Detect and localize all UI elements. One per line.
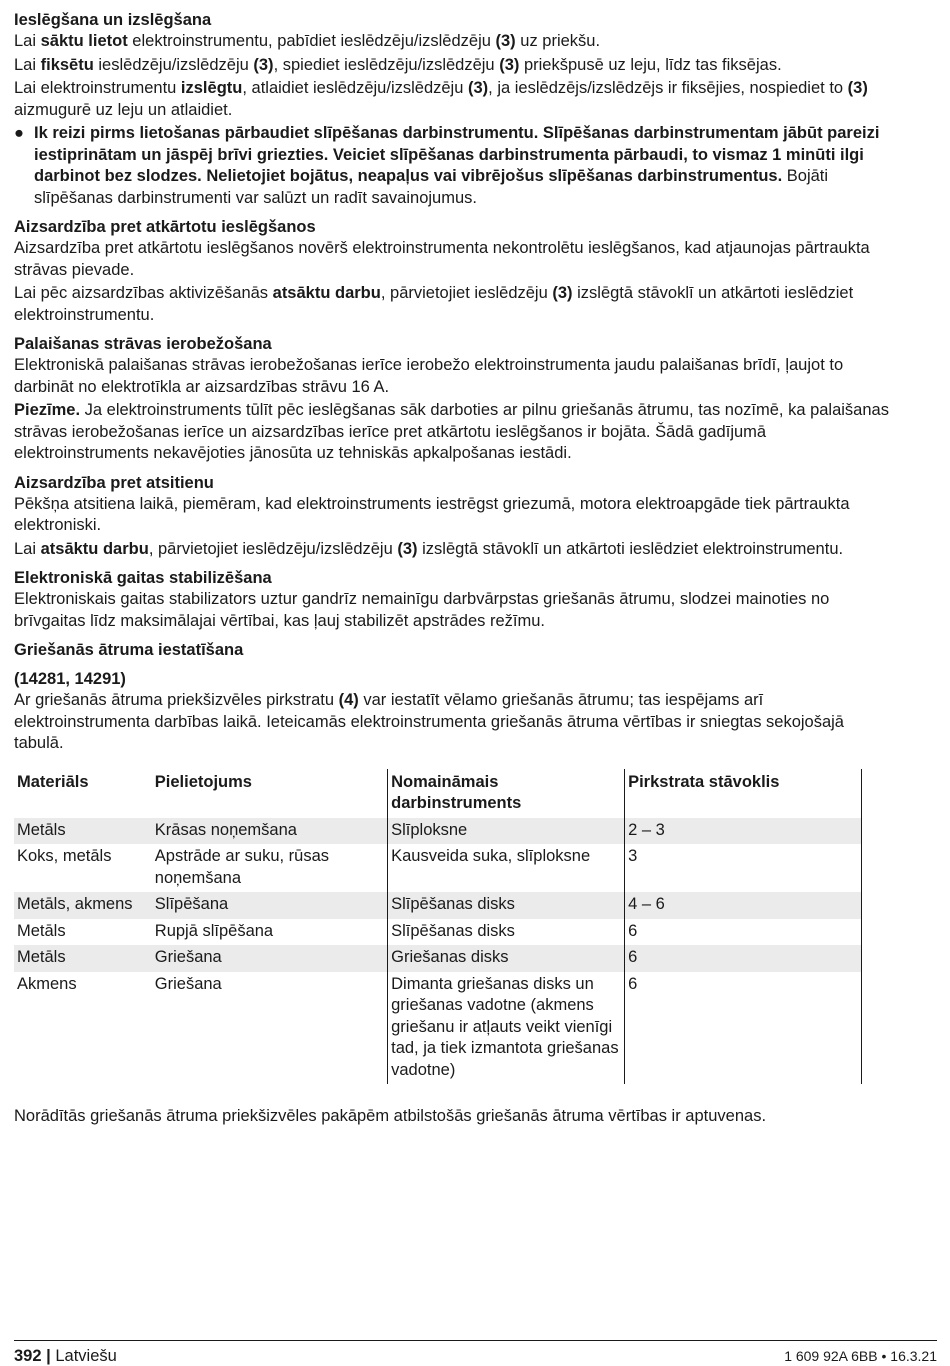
paragraph: Pēkšņa atsitiena laikā, piemēram, kad elektroinstruments iestrēgst griezumā, motora elektroapgāde tiek pārtraukta elektroniski. bbox=[14, 494, 850, 534]
section-heading-speed-stabilization: Elektroniskā gaitas stabilizēšana bbox=[14, 569, 272, 587]
model-numbers: (14281, 14291) bbox=[14, 670, 126, 688]
table-cell: Dimanta griešanas disks un griešanas vadotne (akmens griešanu ir atļauts veikt vienīgi tad, ja tiek izmantota griešanas vadotne) bbox=[388, 972, 625, 1085]
text: Lai pēc aizsardzības aktivizēšanās bbox=[14, 284, 273, 302]
bold-text: sāktu lietot bbox=[40, 32, 128, 50]
column-header: Pielietojums bbox=[152, 769, 388, 818]
table-cell: Griešana bbox=[152, 972, 388, 1085]
ref-number: (4) bbox=[338, 691, 359, 709]
paragraph bbox=[14, 690, 894, 755]
table-cell: 3 bbox=[625, 844, 862, 892]
bold-text: atsāktu darbu bbox=[272, 284, 381, 302]
warning-bullet bbox=[14, 123, 894, 209]
document-code: 1 609 92A 6BB • 16.3.21 bbox=[784, 1348, 937, 1364]
table-cell: Koks, metāls bbox=[17, 847, 112, 865]
text: uz priekšu. bbox=[515, 32, 601, 50]
bold-text: Ik reizi pirms lietošanas pārbaudiet slīpēšanas darbinstrumentu. Slīpēšanas darbinstrumentam jābūt pareizi iestiprinātam un jāspēj brīvi griezties. Veiciet slīpēšanas darbinstrumenta pārbaudi, to vismaz 1 minūti ilgi darbinot bez slodzes. Nelietojiet bojātus, neapaļus vai vibrējošus slīpēšanas darbinstrumentus. bbox=[34, 124, 880, 185]
column-header: Materiāls bbox=[17, 772, 89, 791]
manual-page bbox=[14, 10, 894, 1130]
paragraph: Aizsardzība pret atkārtotu ieslēgšanos novērš elektroinstrumenta nekontrolētu ieslēgšanos, kad atjaunojas pārtraukta strāvas pievade. bbox=[14, 239, 870, 279]
table-cell: 6 bbox=[625, 919, 862, 946]
text: izslēgtā stāvoklī un atkārtoti ieslēdziet elektroinstrumentu. bbox=[14, 284, 854, 324]
table-cell: 4 – 6 bbox=[625, 892, 862, 919]
text: Lai bbox=[14, 539, 41, 558]
ref-number: (3) bbox=[253, 55, 274, 74]
ref-number: (3) bbox=[397, 539, 418, 558]
bold-text: fiksētu bbox=[40, 55, 94, 74]
table-row bbox=[14, 972, 862, 1085]
column-header: Pirkstrata stāvoklis bbox=[625, 769, 862, 818]
section-heading-switching: Ieslēgšana un izslēgšana bbox=[14, 11, 212, 29]
table-cell: Slīpēšanas disks bbox=[388, 919, 625, 946]
section-heading-starting-current: Palaišanas strāvas ierobežošana bbox=[14, 335, 272, 353]
text: ieslēdzēju/izslēdzēju bbox=[93, 55, 254, 74]
ref-number: (3) bbox=[552, 284, 573, 302]
speed-table bbox=[14, 769, 862, 1085]
table-row bbox=[14, 818, 862, 845]
text: Lai bbox=[14, 55, 41, 74]
section-heading-restart-protection: Aizsardzība pret atkārtotu ieslēgšanos bbox=[14, 218, 316, 236]
text: Lai bbox=[14, 32, 41, 50]
text: , pārvietojiet ieslēdzēju/izslēdzēju bbox=[148, 539, 398, 558]
text: Ja elektroinstruments tūlīt pēc ieslēgšanas sāk darboties ar pilnu griešanās ātrumu, tas nozīmē, ka palaišanas strāvas ierobežošanas ierīce un aizsardzības ierīce pret atkārtotu ieslēgšanos ir bojāta. Šādā gadījumā elektroinstruments nekavējoties jānosūta uz tehniskās apkalpošanas iestādi. bbox=[14, 401, 889, 462]
paragraph: Elektroniskā palaišanas strāvas ierobežošanas ierīce ierobežo elektroinstrumenta jaudu palaišanas brīdī, ļaujot to darbināt no elektrotīkla ar aizsardzības strāvu 16 A. bbox=[14, 356, 844, 396]
paragraph: Elektroniskais gaitas stabilizators uztur gandrīz nemainīgu darbvārpstas griešanās ātrumu, slodzei mainoties no brīvgaitas līdz maksimālajai vērtībai, kas ļauj stabilizēt apstrādes režīmu. bbox=[14, 590, 830, 630]
table-note: Norādītās griešanās ātruma priekšizvēles pakāpēm atbilstošās griešanās ātruma vērtības ir aptuvenas. bbox=[14, 1107, 767, 1125]
text: Lai elektroinstrumentu bbox=[14, 79, 181, 97]
footer-separator: | bbox=[46, 1347, 51, 1365]
table-cell: Metāls bbox=[14, 818, 152, 845]
table-cell: Krāsas noņemšana bbox=[152, 818, 388, 845]
table-cell: Akmens bbox=[17, 974, 77, 993]
table-cell: Slīpēšana bbox=[152, 892, 388, 919]
footer-left bbox=[14, 1347, 117, 1366]
table-cell: Apstrāde ar suku, rūsas noņemšana bbox=[152, 844, 388, 892]
ref-number: (3) bbox=[499, 55, 520, 74]
text: Ar griešanās ātruma priekšizvēles pirkstratu bbox=[14, 691, 339, 709]
table-cell: Rupjā slīpēšana bbox=[152, 919, 388, 946]
table-cell: 6 bbox=[625, 972, 862, 1085]
table-cell: Metāls bbox=[14, 945, 152, 972]
table-row bbox=[14, 844, 862, 892]
table-cell: Griešanas disks bbox=[388, 945, 625, 972]
paragraph bbox=[14, 283, 894, 326]
footer-language: Latviešu bbox=[55, 1347, 117, 1365]
ref-number: (3) bbox=[468, 79, 489, 97]
text: var iestatīt vēlamo griešanās ātrumu; tas iespējams arī elektroinstrumenta darbības laikā. Ieteicamās elektroinstrumenta griešanās ātruma vērtības ir sniegtas sekojošajā tabulā. bbox=[14, 691, 844, 752]
text: elektroinstrumentu, pabīdiet ieslēdzēju/izslēdzēju bbox=[127, 32, 496, 50]
text: priekšpusē uz leju, līdz tas fiksējas. bbox=[519, 55, 782, 74]
text: , pārvietojiet ieslēdzēju bbox=[380, 284, 553, 302]
bold-text: Piezīme. bbox=[14, 401, 81, 419]
table-row bbox=[14, 892, 862, 919]
table-row bbox=[14, 919, 862, 946]
table-cell: Kausveida suka, slīploksne bbox=[388, 844, 625, 892]
text: , atlaidiet ieslēdzēju/izslēdzēju bbox=[242, 79, 468, 97]
paragraph bbox=[14, 31, 894, 53]
table-cell: Slīploksne bbox=[388, 818, 625, 845]
text: izslēgtā stāvoklī un atkārtoti ieslēdziet elektroinstrumentu. bbox=[417, 539, 844, 558]
paragraph bbox=[14, 539, 894, 561]
table-cell: 6 bbox=[625, 945, 862, 972]
text: Bojāti slīpēšanas darbinstrumenti var salūzt un radīt savainojumus. bbox=[34, 167, 829, 207]
section-heading-kickback-protection: Aizsardzība pret atsitienu bbox=[14, 473, 214, 492]
paragraph bbox=[14, 78, 894, 121]
table-header-row bbox=[14, 769, 862, 818]
table-cell: Metāls bbox=[17, 921, 66, 940]
table-cell: Griešana bbox=[152, 945, 388, 972]
column-header: Nomaināmais darbinstruments bbox=[388, 769, 625, 818]
ref-number: (3) bbox=[847, 79, 868, 97]
page-footer bbox=[14, 1340, 937, 1366]
paragraph bbox=[14, 400, 894, 465]
table-cell: Metāls, akmens bbox=[14, 892, 152, 919]
ref-number: (3) bbox=[495, 32, 516, 50]
paragraph bbox=[14, 55, 894, 77]
bold-text: atsāktu darbu bbox=[40, 539, 149, 558]
table-cell: 2 – 3 bbox=[625, 818, 862, 845]
text: , ja ieslēdzējs/izslēdzējs ir fiksējies, nospiediet to bbox=[488, 79, 848, 97]
bold-text: izslēgtu bbox=[180, 79, 243, 97]
section-heading-speed-setting: Griešanās ātruma iestatīšana bbox=[14, 641, 244, 659]
bullet-icon: ● bbox=[14, 124, 24, 142]
table-row bbox=[14, 945, 862, 972]
text: , spiediet ieslēdzēju/izslēdzēju bbox=[273, 55, 500, 74]
text: aizmugurē uz leju un atlaidiet. bbox=[14, 100, 233, 119]
table-cell: Slīpēšanas disks bbox=[388, 892, 625, 919]
page-number: 392 bbox=[14, 1347, 42, 1365]
